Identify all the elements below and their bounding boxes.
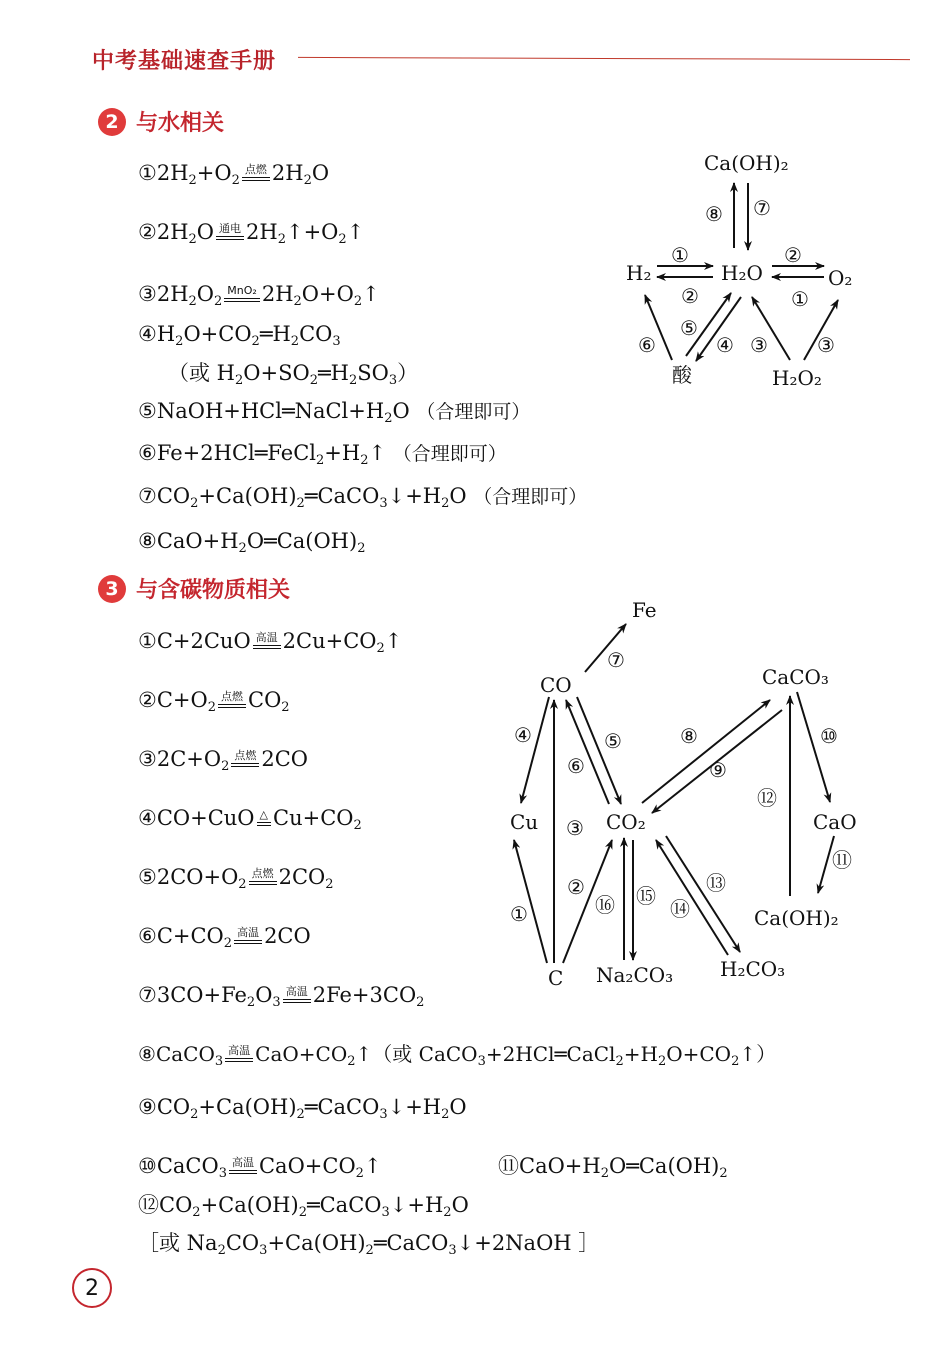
- subscript: 2: [281, 700, 290, 715]
- subscript: 2: [251, 334, 260, 349]
- subscript: 2: [384, 411, 393, 426]
- subscript: 2: [190, 1107, 199, 1122]
- subscript: 2: [357, 541, 366, 556]
- subscript: 3: [272, 995, 281, 1010]
- node-caoh2: Ca(OH)₂: [704, 151, 789, 175]
- subscript: 2: [731, 1054, 740, 1069]
- formula-text: ═CaCO: [304, 484, 380, 508]
- label-1b: ①: [791, 287, 809, 311]
- subscript: 2: [416, 995, 425, 1010]
- subscript: 2: [188, 294, 197, 309]
- formula-text: CaCO: [155, 1042, 215, 1066]
- condition-text: 高温: [228, 1044, 251, 1057]
- c-label-14: ⑭: [670, 897, 690, 921]
- formula-text: CO: [159, 1193, 193, 1217]
- formula-text: +O: [196, 161, 232, 185]
- subscript: 2: [238, 877, 247, 892]
- formula-text: ）: [397, 361, 419, 385]
- formula-text: 2CO+O: [156, 865, 239, 889]
- node-co2: CO₂: [606, 810, 646, 834]
- formula-text: +Ca(OH): [198, 484, 297, 508]
- equation-number: ④: [138, 322, 157, 346]
- formula-text: 2CO: [278, 865, 326, 889]
- c-label-2: ②: [567, 875, 585, 899]
- condition-text: MnO₂: [227, 284, 257, 297]
- subscript: 2: [309, 373, 318, 388]
- node-caoh2-b: Ca(OH)₂: [754, 906, 839, 930]
- node-o2: O₂: [828, 266, 853, 290]
- formula-text: 2CO: [261, 747, 309, 771]
- subscript: 2: [316, 453, 325, 468]
- section-2-badge: 2: [98, 108, 126, 136]
- formula-text: （或 H: [168, 361, 235, 385]
- subscript: 2: [277, 232, 286, 247]
- formula-text: +Ca(OH): [267, 1231, 366, 1255]
- equation-number: ②: [138, 220, 157, 244]
- formula-text: O: [196, 220, 215, 244]
- label-2a: ②: [681, 284, 699, 308]
- equation-number: ⑥: [138, 924, 157, 948]
- c-label-12: ⑫: [757, 786, 777, 810]
- subscript: 2: [214, 294, 223, 309]
- water-diagram: [626, 151, 852, 390]
- formula-text: CO: [156, 1095, 191, 1119]
- subscript: 3: [218, 1166, 227, 1181]
- formula-text: 2H: [271, 161, 304, 185]
- subscript: 2: [298, 1205, 307, 1220]
- subscript: 2: [360, 453, 369, 468]
- formula-text: ↑+O: [285, 220, 339, 244]
- formula-text: O═Ca(OH): [246, 529, 358, 553]
- formula-text: O: [255, 983, 273, 1007]
- equation-number: ⑥: [138, 441, 157, 465]
- formula-text: ↑（或 CaCO: [355, 1042, 478, 1066]
- section-3-label: 与含碳物质相关: [136, 578, 291, 603]
- subscript: 2: [188, 232, 197, 247]
- condition-text: 点燃: [251, 867, 274, 880]
- running-header: 中考基础速查手册: [92, 49, 277, 74]
- formula-text: CO: [248, 688, 282, 712]
- c-label-16: ⑯: [595, 893, 615, 917]
- formula-text: CaCO: [156, 1154, 219, 1178]
- equation-number: ⑫: [138, 1193, 159, 1217]
- equation-note: （合理即可）: [473, 486, 588, 508]
- equation-number: ⑦: [138, 983, 157, 1007]
- subscript: 2: [238, 541, 247, 556]
- subscript: 2: [246, 995, 256, 1010]
- subscript: 2: [353, 294, 363, 309]
- node-h2o: H₂O: [721, 261, 763, 285]
- formula-text: +H: [623, 1042, 658, 1066]
- equation-number: ⑤: [138, 865, 157, 889]
- formula-text: Cu+CO: [273, 806, 354, 830]
- subscript: 2: [175, 334, 184, 349]
- formula-text: SO: [357, 361, 389, 385]
- node-h2: H₂: [626, 261, 652, 285]
- c-label-15: ⑮: [636, 884, 656, 908]
- c-label-5: ⑤: [604, 729, 622, 753]
- label-6: ⑥: [638, 333, 656, 357]
- subscript: 2: [441, 1107, 450, 1122]
- formula-text: 2CO: [264, 924, 311, 948]
- equation-number: ①: [138, 629, 157, 653]
- formula-text: O+CO: [666, 1042, 732, 1066]
- label-2b: ②: [784, 243, 802, 267]
- subscript: 3: [379, 1107, 388, 1122]
- label-3a: ③: [750, 333, 768, 357]
- c-label-8: ⑧: [680, 724, 698, 748]
- formula-text: ↓+H: [387, 484, 442, 508]
- label-1a: ①: [671, 243, 689, 267]
- subscript: 2: [188, 173, 197, 188]
- formula-text: ═CaCO: [373, 1231, 449, 1255]
- formula-text: ↓+H: [387, 1095, 442, 1119]
- c-label-9: ⑨: [709, 758, 727, 782]
- subscript: 2: [221, 759, 230, 774]
- condition-text: 高温: [231, 1156, 254, 1169]
- subscript: 2: [290, 334, 300, 349]
- subscript: 2: [235, 373, 244, 388]
- formula-text: ↓+H: [389, 1193, 444, 1217]
- node-cu: Cu: [510, 810, 539, 834]
- subscript: 2: [207, 700, 216, 715]
- equation-number: ①: [138, 161, 157, 185]
- formula-text: +H: [324, 441, 361, 465]
- formula-text: O: [449, 484, 467, 508]
- node-caco3: CaCO₃: [762, 665, 829, 689]
- equation-number: ②: [138, 688, 157, 712]
- formula-text: CaO+H: [156, 529, 239, 553]
- node-acid: 酸: [672, 363, 692, 387]
- formula-text: ↑: [384, 629, 403, 653]
- formula-text: 2Fe+3CO: [312, 983, 417, 1007]
- node-co: CO: [540, 673, 572, 697]
- formula-text: H: [156, 322, 176, 346]
- page-number: 2: [72, 1268, 112, 1308]
- subscript: 2: [365, 1243, 374, 1258]
- formula-text: O+O: [301, 282, 354, 306]
- condition-text: △: [259, 808, 268, 821]
- formula-text: 2H: [261, 282, 294, 306]
- formula-text: ↑）: [739, 1042, 777, 1066]
- equation-number: ⑧: [138, 529, 157, 553]
- subscript: 3: [259, 1243, 268, 1258]
- formula-text: 3CO+Fe: [156, 983, 247, 1007]
- equation-number: ③: [138, 747, 157, 771]
- condition-text: 高温: [237, 926, 260, 939]
- formula-text: O: [311, 161, 330, 185]
- subscript: 2: [190, 496, 199, 511]
- c-label-10: ⑩: [820, 724, 838, 748]
- formula-text: ↑: [368, 441, 387, 465]
- formula-text: 2Cu+CO: [282, 629, 377, 653]
- c-label-1: ①: [510, 902, 528, 926]
- formula-text: O: [451, 1193, 469, 1217]
- subscript: 2: [348, 373, 358, 388]
- node-c: C: [548, 966, 564, 990]
- formula-text: ═H: [317, 361, 349, 385]
- c-label-4: ④: [514, 723, 532, 747]
- subscript: 2: [600, 1166, 609, 1181]
- label-7: ⑦: [753, 196, 771, 220]
- formula-text: CO: [299, 322, 333, 346]
- condition-text: 点燃: [221, 690, 243, 703]
- subscript: 2: [376, 641, 385, 656]
- label-3b: ③: [817, 333, 835, 357]
- formula-text: CO+CuO: [156, 806, 255, 830]
- subscript: 3: [379, 496, 388, 511]
- formula-text: +Ca(OH): [198, 1095, 297, 1119]
- formula-text: O: [392, 399, 410, 423]
- formula-text: 2H: [156, 161, 189, 185]
- subscript: 2: [303, 173, 312, 188]
- carbon-diagram: [510, 598, 857, 990]
- subscript: 2: [231, 173, 240, 188]
- equation-note: （合理即可）: [416, 401, 531, 423]
- equation-number: ⑨: [138, 1095, 157, 1119]
- subscript: 2: [719, 1166, 728, 1181]
- formula-text: NaOH+HCl═NaCl+H: [156, 399, 385, 423]
- node-h2o2: H₂O₂: [772, 366, 822, 390]
- subscript: 3: [448, 1243, 457, 1258]
- equation-number: ⑩: [138, 1154, 157, 1178]
- formula-text: ↓+2NaOH ］: [456, 1231, 600, 1255]
- formula-text: 2H: [156, 282, 189, 306]
- node-cao: CaO: [813, 810, 857, 834]
- section-2-label: 与水相关: [136, 111, 225, 136]
- subscript: 2: [657, 1054, 667, 1069]
- subscript: 2: [296, 1107, 305, 1122]
- condition-text: 点燃: [244, 163, 267, 176]
- node-fe: Fe: [632, 598, 657, 622]
- equation-number: ③: [138, 282, 157, 306]
- label-5: ⑤: [680, 316, 698, 340]
- c-label-6: ⑥: [567, 754, 585, 778]
- formula-text: ═CaCO: [304, 1095, 380, 1119]
- subscript: 2: [615, 1054, 624, 1069]
- subscript: 2: [443, 1205, 452, 1220]
- formula-text: O: [449, 1095, 467, 1119]
- formula-text: ↑: [346, 220, 365, 244]
- section-3-badge: 3: [98, 575, 126, 603]
- equation-number: ⑤: [138, 399, 157, 423]
- node-na2co3: Na₂CO₃: [596, 963, 674, 987]
- formula-text: ═H: [259, 322, 291, 346]
- subscript: 3: [388, 373, 398, 388]
- label-4: ④: [716, 333, 734, 357]
- equation-note: （合理即可）: [392, 443, 507, 465]
- subscript: 2: [217, 1243, 226, 1258]
- subscript: 3: [477, 1054, 486, 1069]
- subscript: 2: [223, 936, 233, 951]
- c-label-7: ⑦: [607, 648, 625, 672]
- subscript: 2: [347, 1054, 356, 1069]
- formula-text: CO: [156, 484, 191, 508]
- formula-text: 2H: [156, 220, 189, 244]
- subscript: 3: [332, 334, 341, 349]
- subscript: 2: [293, 294, 302, 309]
- subscript: 2: [296, 496, 305, 511]
- formula-text: +Ca(OH): [200, 1193, 299, 1217]
- formula-text: CaO+CO: [258, 1154, 356, 1178]
- formula-text: ［或 Na: [138, 1231, 218, 1255]
- formula-text: C+CO: [156, 924, 224, 948]
- formula-text: O═Ca(OH): [609, 1154, 720, 1178]
- c-label-11: ⑪: [832, 848, 852, 872]
- condition-text: 通电: [219, 222, 242, 235]
- node-h2co3: H₂CO₃: [720, 957, 786, 981]
- equation-number: ⑦: [138, 484, 157, 508]
- c-label-13: ⑬: [706, 871, 726, 895]
- subscript: 2: [192, 1205, 201, 1220]
- equation-number: ⑧: [138, 1042, 156, 1066]
- condition-text: 点燃: [234, 749, 257, 762]
- subscript: 2: [441, 496, 450, 511]
- formula-text: 2C+O: [156, 747, 222, 771]
- subscript: 3: [214, 1054, 224, 1069]
- formula-text: O: [196, 282, 215, 306]
- formula-text: 2H: [246, 220, 278, 244]
- condition-text: 高温: [255, 631, 278, 644]
- condition-text: 高温: [285, 985, 308, 998]
- equation-number: ④: [138, 806, 157, 830]
- formula-text: CO: [225, 1231, 260, 1255]
- formula-text: C+2CuO: [156, 629, 251, 653]
- subscript: 3: [381, 1205, 390, 1220]
- formula-text: O+SO: [243, 361, 310, 385]
- formula-text: Fe+2HCl═FeCl: [156, 441, 317, 465]
- formula-text: CaO+H: [519, 1154, 601, 1178]
- formula-text: CaO+CO: [255, 1042, 348, 1066]
- equation-number: ⑪: [498, 1154, 519, 1178]
- formula-text: +2HCl═CaCl: [485, 1042, 616, 1066]
- formula-text: ↑: [363, 1154, 382, 1178]
- subscript: 2: [338, 232, 347, 247]
- subscript: 2: [325, 877, 334, 892]
- formula-text: C+O: [156, 688, 208, 712]
- subscript: 2: [353, 818, 362, 833]
- subscript: 2: [355, 1166, 364, 1181]
- formula-text: O+CO: [183, 322, 252, 346]
- c-label-3: ③: [566, 816, 584, 840]
- formula-text: ═CaCO: [306, 1193, 382, 1217]
- formula-text: ↑: [362, 282, 380, 306]
- label-8: ⑧: [705, 202, 723, 226]
